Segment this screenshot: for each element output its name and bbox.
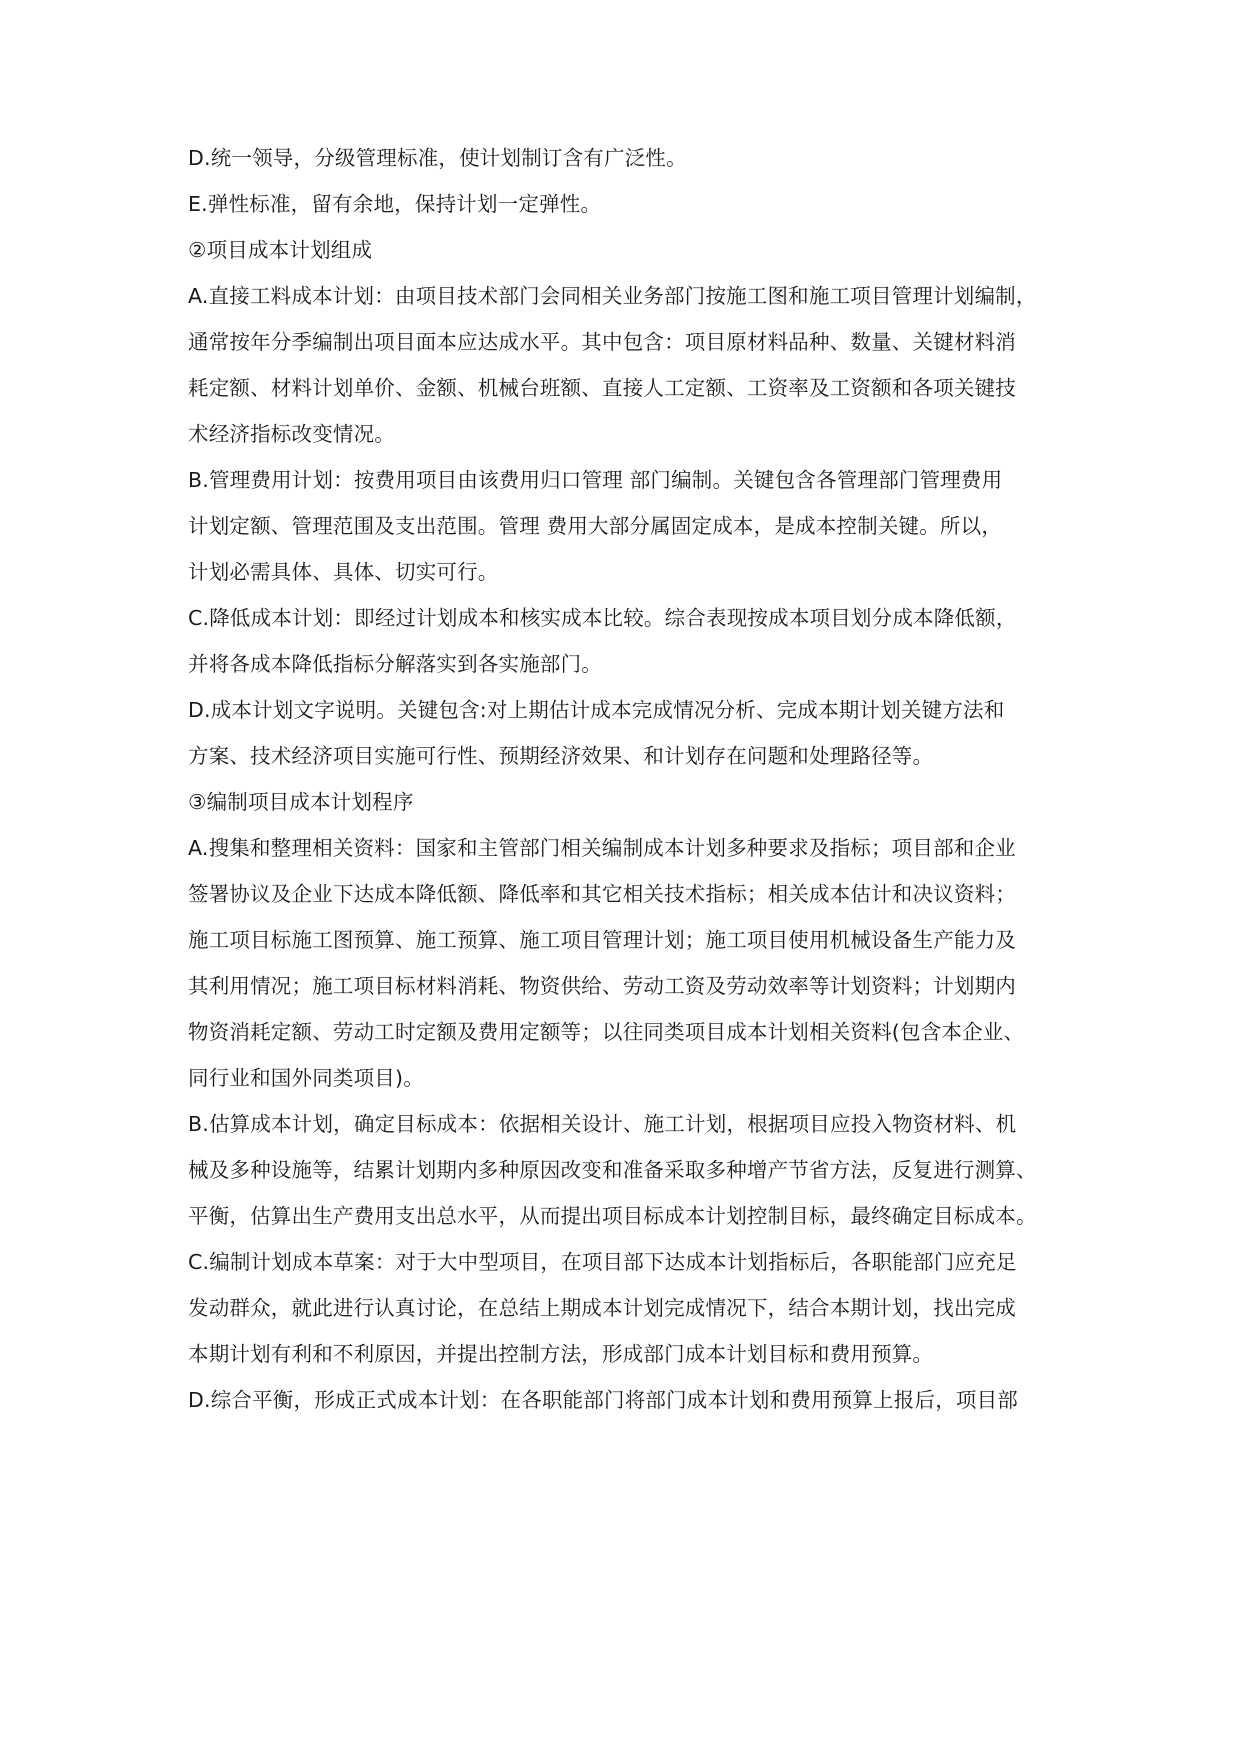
text-line: 施工项目标施工图预算、施工预算、施工项目管理计划；施工项目使用机械设备生产能力及 xyxy=(188,928,1016,952)
section-heading: ③编制项目成本计划程序 xyxy=(188,790,414,814)
text-line: 耗定额、材料计划单价、金额、机械台班额、直接人工定额、工资率及工资额和各项关键技 xyxy=(188,376,1016,400)
text-line: B.估算成本计划，确定目标成本：依据相关设计、施工计划，根据项目应投入物资材料、机 xyxy=(188,1112,1017,1136)
text-line: 械及多种设施等，结累计划期内多种原因改变和准备采取多种增产节省方法，反复进行测算、 xyxy=(188,1158,1037,1182)
text-line: 方案、技术经济项目实施可行性、预期经济效果、和计划存在问题和处理路径等。 xyxy=(188,744,934,768)
text-line: 物资消耗定额、劳动工时定额及费用定额等；以往同类项目成本计划相关资料(包含本企业、 xyxy=(188,1020,1025,1044)
text-line: 并将各成本降低指标分解落实到各实施部门。 xyxy=(188,652,602,676)
text-line: D.成本计划文字说明。关键包含:对上期估计成本完成情况分析、完成本期计划关键方法和 xyxy=(188,698,1005,722)
text-line: 计划定额、管理范围及支出范围。管理 费用大部分属固定成本，是成本控制关键。所以， xyxy=(188,514,1003,538)
text-line: C.编制计划成本草案：对于大中型项目，在项目部下达成本计划指标后，各职能部门应充足 xyxy=(188,1250,1017,1274)
text-line: 通常按年分季编制出项目面本应达成水平。其中包含：项目原材料品种、数量、关键材料消 xyxy=(188,330,1016,354)
text-line: 计划必需具体、具体、切实可行。 xyxy=(188,560,499,584)
text-line: A.搜集和整理相关资料：国家和主管部门相关编制成本计划多种要求及指标；项目部和企业 xyxy=(188,836,1016,860)
text-line: 术经济指标改变情况。 xyxy=(188,422,395,446)
text-line: C.降低成本计划：即经过计划成本和核实成本比较。综合表现按成本项目划分成本降低额， xyxy=(188,606,1017,630)
text-line: 平衡，估算出生产费用支出总水平，从而提出项目标成本计划控制目标，最终确定目标成本。 xyxy=(188,1204,1037,1228)
text-line: 其利用情况；施工项目标材料消耗、物资供给、劳动工资及劳动效率等计划资料；计划期内 xyxy=(188,974,1016,998)
text-line: 本期计划有利和不利原因，并提出控制方法，形成部门成本计划目标和费用预算。 xyxy=(188,1342,934,1366)
text-line: B.管理费用计划：按费用项目由该费用归口管理 部门编制。关键包含各管理部门管理费用 xyxy=(188,468,1003,492)
text-line: D.统一领导，分级管理标准，使计划制订含有广泛性。 xyxy=(188,146,687,170)
text-line: 同行业和国外同类项目)。 xyxy=(188,1066,424,1090)
text-line: 发动群众，就此进行认真讨论，在总结上期成本计划完成情况下，结合本期计划，找出完成 xyxy=(188,1296,1016,1320)
text-line: D.综合平衡，形成正式成本计划：在各职能部门将部门成本计划和费用预算上报后，项目部 xyxy=(188,1388,1018,1412)
text-line: E.弹性标准，留有余地，保持计划一定弹性。 xyxy=(188,192,602,216)
text-line: 签署协议及企业下达成本降低额、降低率和其它相关技术指标；相关成本估计和决议资料； xyxy=(188,882,1016,906)
text-line: A.直接工料成本计划：由项目技术部门会同相关业务部门按施工图和施工项目管理计划编制， xyxy=(188,284,1037,308)
section-heading: ②项目成本计划组成 xyxy=(188,238,373,262)
